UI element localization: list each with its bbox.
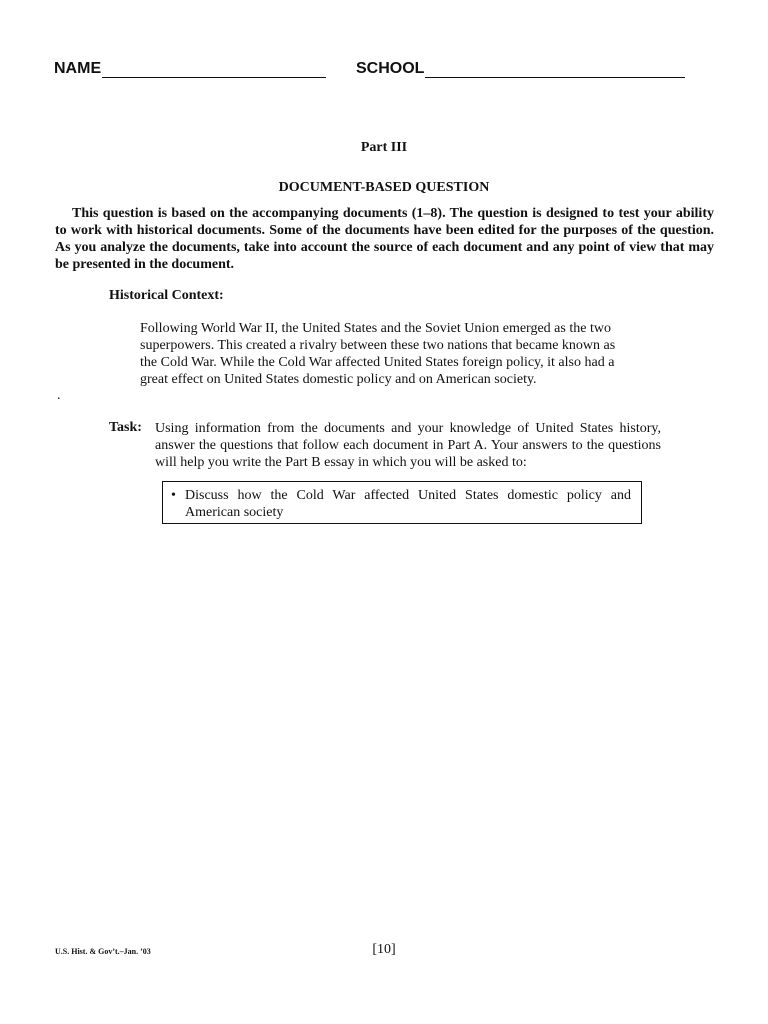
- exam-code: U.S. Hist. & Gov’t.–Jan. ’03: [55, 947, 151, 956]
- task-box: [162, 481, 642, 524]
- school-field: [356, 60, 685, 78]
- page-number: [10]: [372, 942, 396, 957]
- name-field: [54, 60, 326, 78]
- task-label: Task:: [109, 420, 142, 435]
- task-bullet-text: Discuss how the Cold War affected United States domestic policy and American society: [185, 488, 631, 520]
- historical-context-text: [140, 320, 660, 388]
- intro-paragraph: This question is based on the accompanying documents (1–8). The question is designed to test your ability to work with historical documents. Some of the documents have been edited for the purposes of the question. As you analyze the documents, take into account the source of each document and any point of view that may be presented in the document.: [55, 206, 714, 272]
- section-title: DOCUMENT-BASED QUESTION: [278, 180, 490, 195]
- part-title: Part III: [360, 140, 408, 155]
- bullet-icon: •: [171, 488, 176, 503]
- name-label: NAME: [54, 60, 102, 77]
- context-line: great effect on United States domestic policy and on American society.: [140, 372, 537, 387]
- stray-mark: .: [57, 388, 61, 403]
- context-line: Following World War II, the United States and the Soviet Union emerged as the two: [140, 321, 611, 336]
- context-line: the Cold War. While the Cold War affected United States foreign policy, it also had a: [140, 355, 615, 370]
- historical-context-label: Historical Context:: [109, 288, 224, 303]
- name-blank-line: [102, 62, 326, 78]
- context-line: superpowers. This created a rivalry between these two nations that became known as: [140, 338, 616, 353]
- school-blank-line: [425, 62, 685, 78]
- school-label: SCHOOL: [356, 60, 425, 77]
- task-text: Using information from the documents and your knowledge of United States history, answer the questions that follow each document in Part A. Your answers to the questions will help you write the Part B essay in which you will be asked to:: [155, 421, 661, 470]
